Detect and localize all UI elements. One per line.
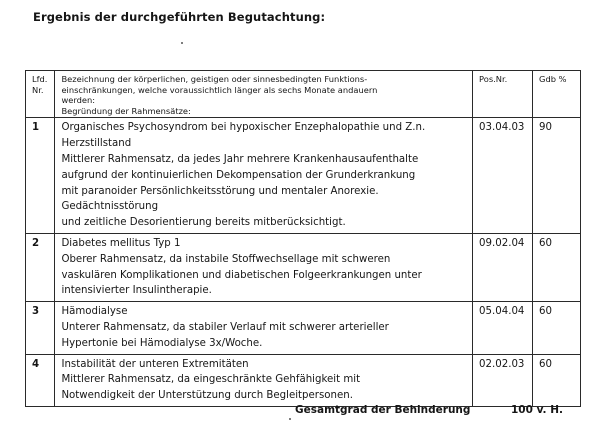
header-nr-line: Lfd.: [32, 74, 48, 84]
row-gdb: 60: [533, 302, 581, 354]
assessment-table: [25, 70, 581, 407]
row-gdb: 60: [533, 233, 581, 301]
document-heading: Ergebnis der durchgeführten Begutachtung:: [33, 10, 326, 24]
row-pos: 09.02.04: [473, 233, 533, 301]
table-row: [26, 302, 581, 354]
row-line: mit paranoider Persönlichkeitsstörung und mentaler Anorexie.: [61, 185, 379, 197]
row-description: [55, 233, 473, 301]
row-line: und zeitliche Desorientierung bereits mitberücksichtigt.: [61, 217, 346, 229]
row-line: Mittlerer Rahmensatz, da eingeschränkte Gehfähigkeit mit: [61, 374, 361, 386]
row-line: aufgrund der kontinuierlichen Dekompensation der Grunderkrankung: [61, 169, 416, 181]
row-line: Gedächtnisstörung: [61, 201, 159, 213]
table-row: [26, 118, 581, 234]
row-description: [55, 118, 473, 234]
header-pos: Pos.Nr.: [473, 71, 533, 118]
row-pos: 02.02.03: [473, 354, 533, 406]
row-line: Herzstillstand: [61, 138, 132, 150]
table-row: [26, 233, 581, 301]
row-line: Unterer Rahmensatz, da stabiler Verlauf mit schwerer arterieller: [61, 321, 389, 333]
header-description: [55, 71, 473, 118]
row-description: [55, 302, 473, 354]
total-value: 100 v. H.: [511, 404, 563, 416]
row-nr: 3: [26, 302, 55, 354]
row-nr: 2: [26, 233, 55, 301]
row-line: Mittlerer Rahmensatz, da jedes Jahr mehrere Krankenhausaufenthalte: [61, 153, 419, 165]
table-row: [26, 354, 581, 406]
table-header-row: [26, 71, 581, 118]
header-gdb: Gdb %: [533, 71, 581, 118]
row-pos: 03.04.03: [473, 118, 533, 234]
row-pos: 05.04.04: [473, 302, 533, 354]
row-nr: 4: [26, 354, 55, 406]
header-nr: [26, 71, 55, 118]
header-description-line: einschränkungen, welche voraussichtlich länger als sechs Monate andauern: [61, 84, 378, 95]
row-line: Oberer Rahmensatz, da instabile Stoffwechsellage mit schweren: [61, 253, 391, 265]
row-line: Instabilität der unteren Extremitäten: [61, 358, 249, 370]
scan-speck: [289, 418, 291, 420]
row-gdb: 90: [533, 118, 581, 234]
row-description: [55, 354, 473, 406]
row-nr: 1: [26, 118, 55, 234]
row-line: vaskulären Komplikationen und diabetischen Folgeerkrankungen unter: [61, 269, 422, 281]
row-line: Hypertonie bei Hämodialyse 3x/Woche.: [61, 337, 263, 349]
header-nr-line: Nr.: [32, 84, 44, 95]
header-description-line: Begründung der Rahmensätze:: [61, 105, 191, 116]
header-description-line: Bezeichnung der körperlichen, geistigen oder sinnesbedingten Funktions-: [61, 74, 368, 84]
header-description-line: werden:: [61, 95, 96, 106]
scan-speck: [181, 42, 183, 44]
total-label: Gesamtgrad der Behinderung: [295, 404, 471, 416]
row-line: Organisches Psychosyndrom bei hypoxischer Enzephalopathie und Z.n.: [61, 122, 426, 134]
row-gdb: 60: [533, 354, 581, 406]
row-line: Hämodialyse: [61, 306, 128, 318]
row-line: intensivierter Insulintherapie.: [61, 285, 212, 297]
row-line: Diabetes mellitus Typ 1: [61, 237, 181, 249]
row-line: Notwendigkeit der Unterstützung durch Begleitpersonen.: [61, 390, 353, 402]
